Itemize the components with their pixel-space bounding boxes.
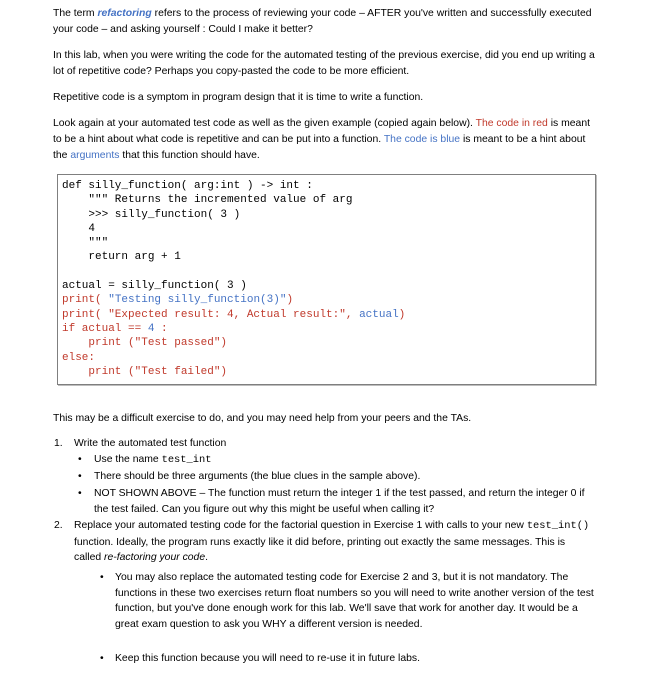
paragraph-refactoring-definition <box>53 6 598 38</box>
sublist-item-name <box>94 452 594 469</box>
sublist-item-optional: You may also replace the automated testing code for Exercise 2 and 3, but it is not mandatory. The functions in these two exercises return float numbers so you will need to write another version of the test function, but you've done enough work for this lab. We'll save that work for another day. It would be a great exam question to ask you WHY a different version is needed. <box>115 572 594 630</box>
code-red: print( "Expected result: 4, Actual result:", <box>62 308 360 321</box>
text: is meant to be a hint about the <box>53 134 586 161</box>
list-item-2 <box>74 518 594 566</box>
code-blue: "Testing silly_function(3)" <box>108 294 287 307</box>
bullet-icon: • <box>78 454 82 465</box>
text: is meant to be a hint about what code is repetitive and can be put into a function. <box>53 118 590 145</box>
sublist-item-arguments: There should be three arguments (the blue clues in the sample above). <box>94 471 421 482</box>
blue-hint: The code is blue <box>383 134 461 145</box>
code-line: """ Returns the incremented value of arg <box>62 194 353 207</box>
code-test-int-call: test_int() <box>526 520 590 532</box>
code-line: >>> silly_function( 3 ) <box>62 208 241 221</box>
text: Use the name <box>94 454 162 465</box>
paragraph-difficulty: This may be a difficult exercise to do, and you may need help from your peers and the TAs. <box>53 413 472 424</box>
code-line: return arg + 1 <box>62 251 181 264</box>
code-block <box>62 179 405 379</box>
list-number-1: 1. <box>54 438 63 449</box>
text: function. Ideally, the program runs exactly like it did before, printing out exactly the same messages. This is called <box>74 536 566 564</box>
bullet-icon: • <box>78 471 82 482</box>
text: Replace your automated testing code for the factorial question in Exercise 1 with calls to your new <box>74 520 527 531</box>
code-line: 4 <box>62 222 96 235</box>
code-red: print ("Test failed") <box>62 365 228 378</box>
code-blue: actual <box>359 308 399 321</box>
text: that this function should have. <box>119 150 260 161</box>
paragraph-repetitive-code: Repetitive code is a symptom in program design that it is time to write a function. <box>53 92 424 103</box>
code-red: else: <box>62 351 96 364</box>
text: refers to the process of reviewing your code – AFTER you've written and successfully executed your code – and asking yourself : Could I make it better? <box>53 8 592 35</box>
red-hint: The code in red <box>475 118 548 129</box>
paragraph-lab-question: In this lab, when you were writing the code for the automated testing of the previous exercise, did you end up writing a lot of repetitive code? Perhaps you copy-pasted the code to be more efficient. <box>53 50 595 77</box>
sublist-item-keep: Keep this function because you will need to re-use it in future labs. <box>115 653 420 664</box>
bullet-icon: • <box>100 653 104 664</box>
italic-refactoring: re-factoring your code <box>104 552 206 564</box>
code-line: """ <box>62 237 109 250</box>
code-red: : <box>154 322 168 335</box>
term-refactoring: refactoring <box>97 8 152 19</box>
code-blue: 4 <box>147 322 155 335</box>
code-red: print( <box>62 294 109 307</box>
code-red: if actual == <box>62 322 148 335</box>
code-test-int: test_int <box>161 454 212 466</box>
text: . <box>205 552 209 564</box>
paragraph-hint <box>53 116 598 164</box>
text: Look again at your automated test code as well as the given example (copied again below). <box>53 118 476 129</box>
text: The term <box>53 8 98 19</box>
code-line: actual = silly_function( 3 ) <box>62 280 247 293</box>
code-line: def silly_function( arg:int ) -> int : <box>62 180 313 192</box>
code-red: ) <box>286 294 294 307</box>
arguments-word: arguments <box>70 150 120 161</box>
sublist-item-return: NOT SHOWN ABOVE – The function must return the integer 1 if the test passed, and return the integer 0 if the test failed. Can you figure out why this might be useful when calling it? <box>94 488 585 515</box>
list-number-2: 2. <box>54 520 63 531</box>
code-red: ) <box>398 308 406 321</box>
code-example-box <box>57 174 596 385</box>
code-red: print ("Test passed") <box>62 337 228 350</box>
bullet-icon: • <box>100 572 104 583</box>
list-item-1: Write the automated test function <box>74 438 227 449</box>
bullet-icon: • <box>78 488 82 499</box>
